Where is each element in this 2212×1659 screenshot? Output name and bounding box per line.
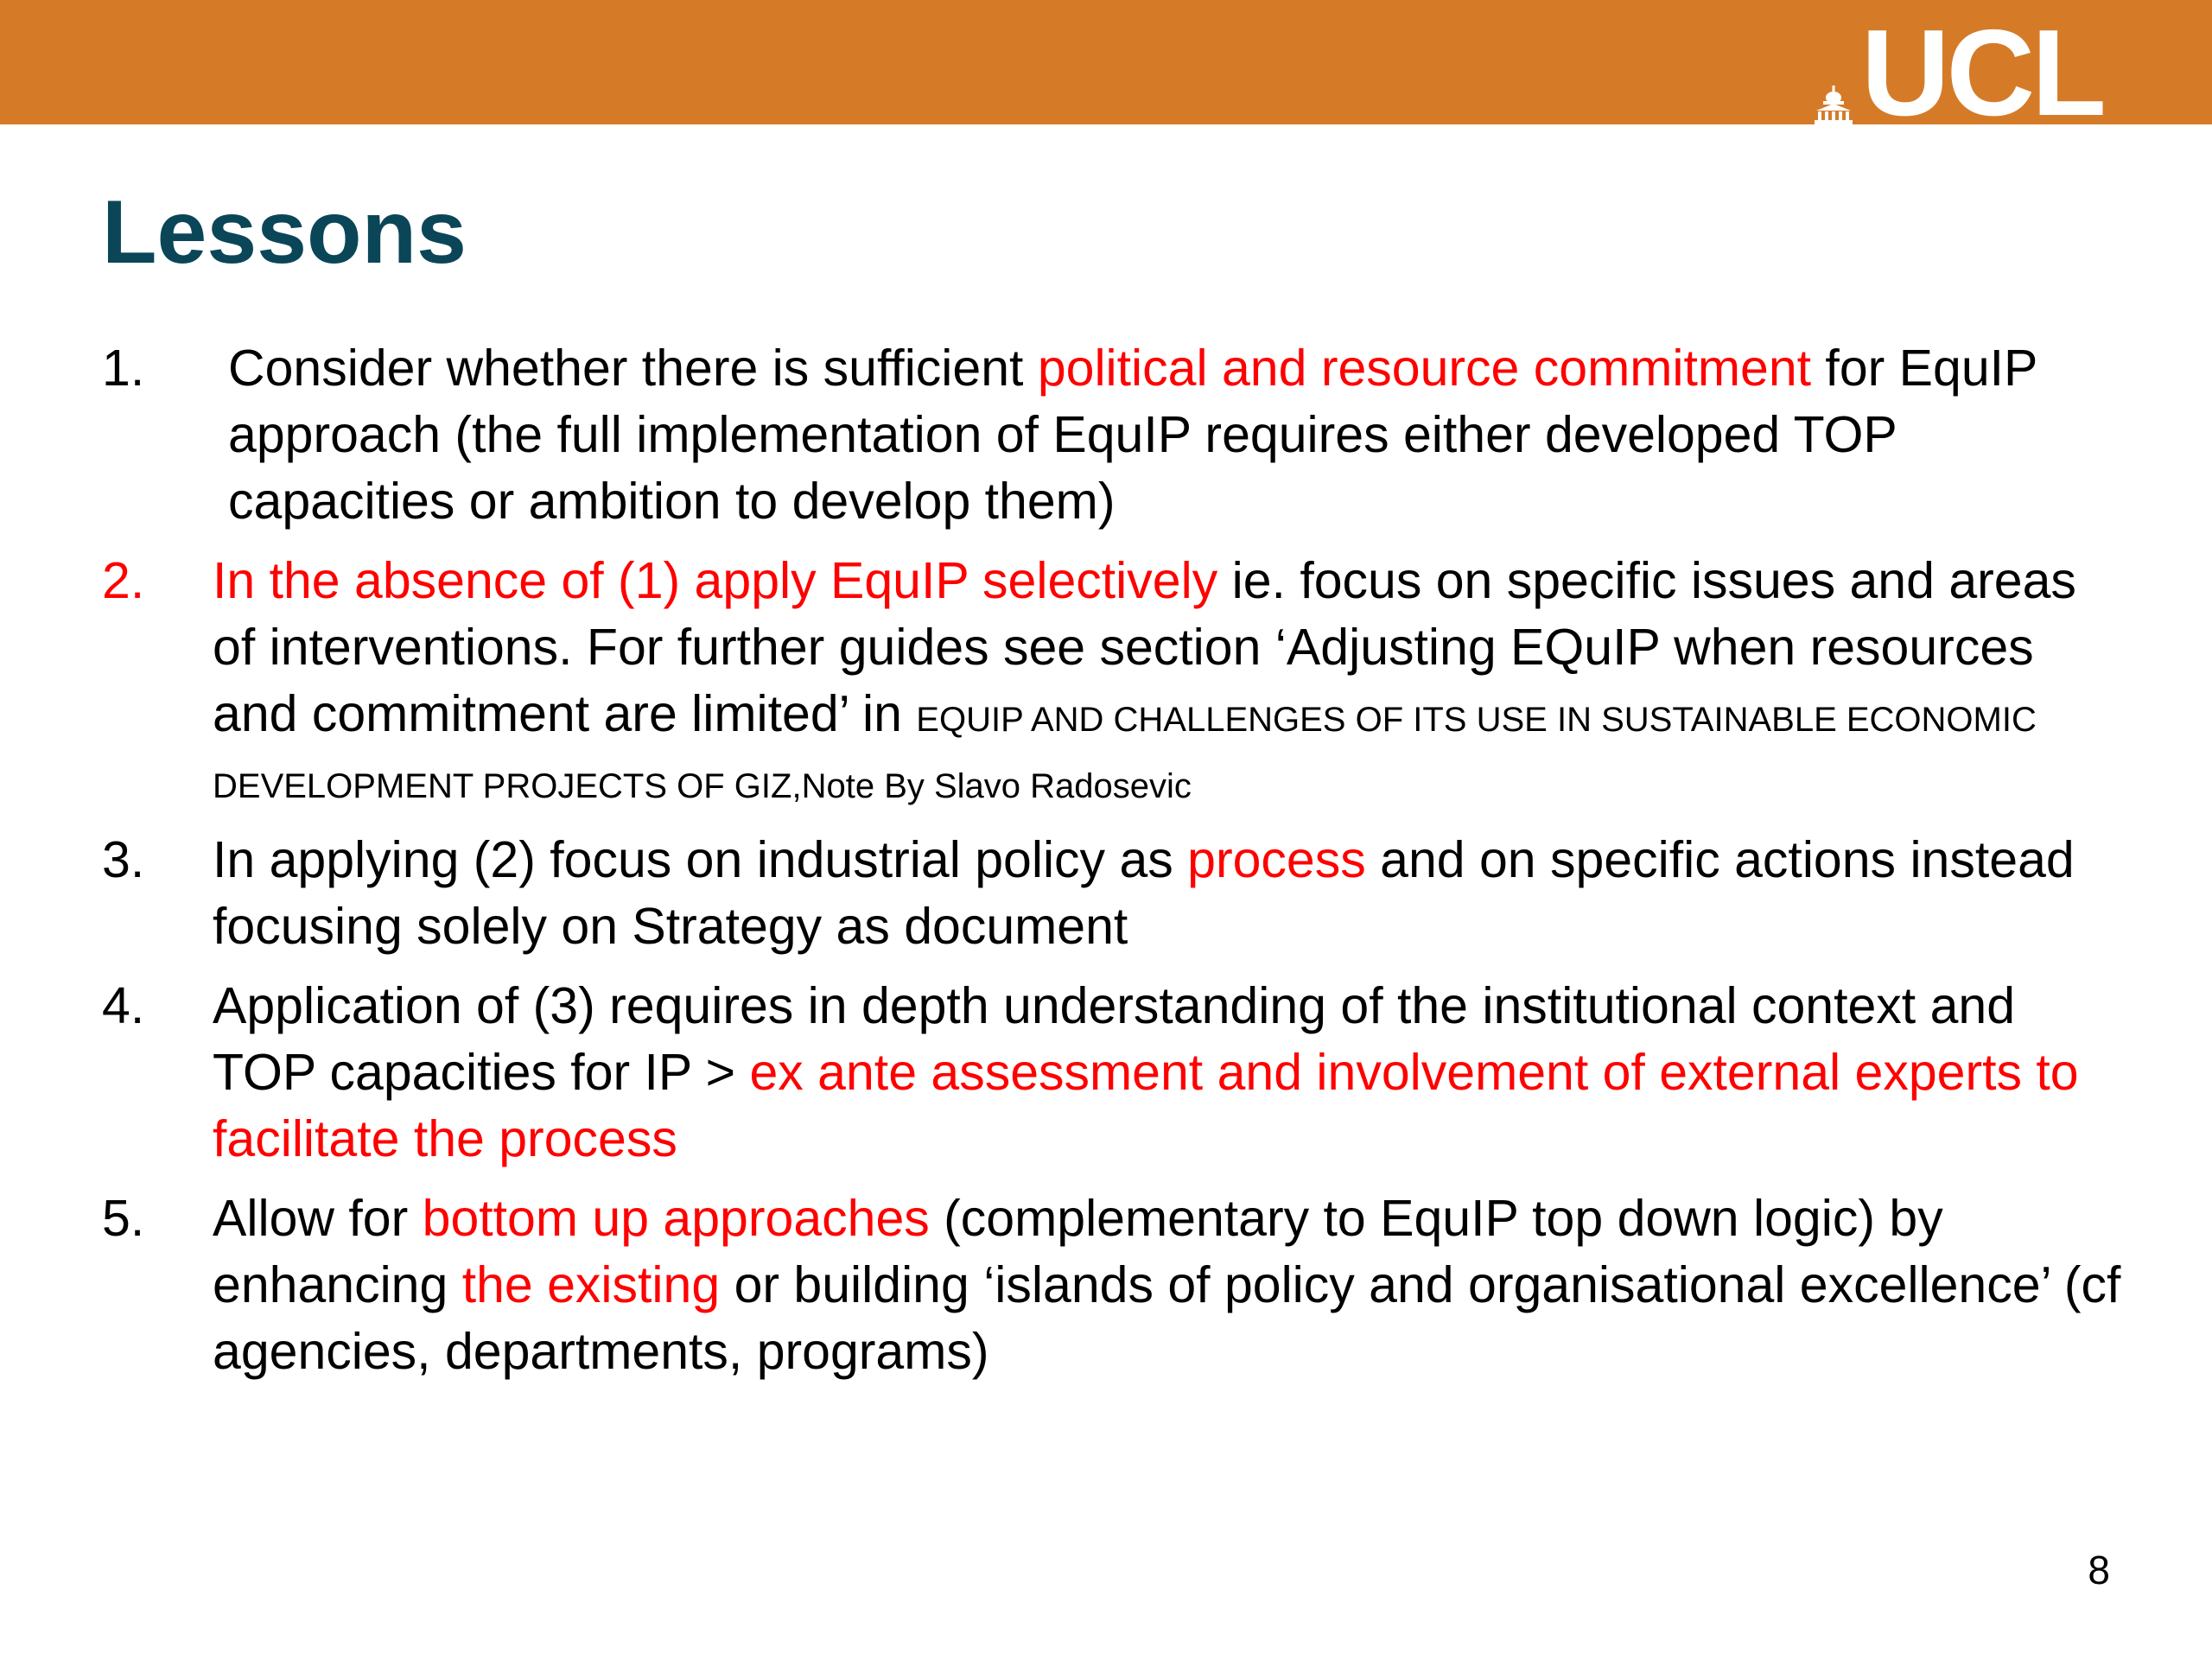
lesson-text: In applying (2) focus on industrial policy as: [213, 831, 1188, 888]
lesson-highlight: the existing: [461, 1256, 721, 1313]
lesson-text: ie. focus on specific issues and areas of interventions. For further guides see section ‘Adjusting EQuIP when resources and commitment are limited’ in: [213, 552, 2076, 742]
lesson-item-3: [102, 827, 2124, 960]
lesson-number: 3.: [102, 831, 145, 888]
lesson-text: or building ‘islands of policy and organisational excellence’ (cf agencies, departments, programs): [213, 1256, 2121, 1380]
portico-building-icon: [1815, 85, 1853, 124]
lesson-highlight: bottom up approaches: [422, 1190, 930, 1247]
ucl-logo-text: UCL: [1861, 4, 2103, 142]
lesson-text: Application of (3) requires in depth understanding of the institutional context and TOP capacities for IP >: [213, 977, 2016, 1101]
lesson-number: 4.: [102, 977, 145, 1034]
lesson-number: 1.: [102, 340, 145, 397]
ucl-logo: [1815, 4, 2103, 142]
lesson-item-4: [102, 973, 2124, 1173]
lesson-number: 2.: [102, 552, 145, 609]
page-number: 8: [2088, 1548, 2110, 1592]
lesson-highlight: ex ante assessment and involvement of external experts to facilitate the process: [213, 1044, 2079, 1167]
lesson-text: and on specific actions instead focusing solely on Strategy as document: [213, 831, 2075, 955]
header-bar: [0, 0, 2212, 142]
slide-title: Lessons: [102, 182, 467, 283]
lesson-text: (complementary to EquIP top down logic) by enhancing: [213, 1190, 1943, 1313]
lesson-reference: EQUIP AND CHALLENGES OF ITS USE IN SUSTAINABLE ECONOMIC DEVELOPMENT PROJECTS OF GIZ,Note By Slavo Radosevic: [213, 701, 2037, 805]
lesson-highlight: process: [1187, 831, 1366, 888]
lesson-text: Allow for: [213, 1190, 423, 1247]
lessons-list: [102, 335, 2124, 1398]
lesson-item-5: [102, 1185, 2124, 1385]
lesson-highlight: In the absence of (1) apply EquIP selectively: [213, 552, 1218, 609]
lesson-text: Consider whether there is sufficient: [228, 340, 1038, 397]
lesson-number: 5.: [102, 1190, 145, 1247]
lesson-text: for EquIP approach (the full implementation of EquIP requires either developed TOP capacities or ambition to develop them): [228, 340, 2037, 530]
lesson-highlight: political and resource commitment: [1037, 340, 1812, 397]
lesson-item-2: [102, 548, 2124, 814]
lesson-item-1: [102, 335, 2124, 535]
